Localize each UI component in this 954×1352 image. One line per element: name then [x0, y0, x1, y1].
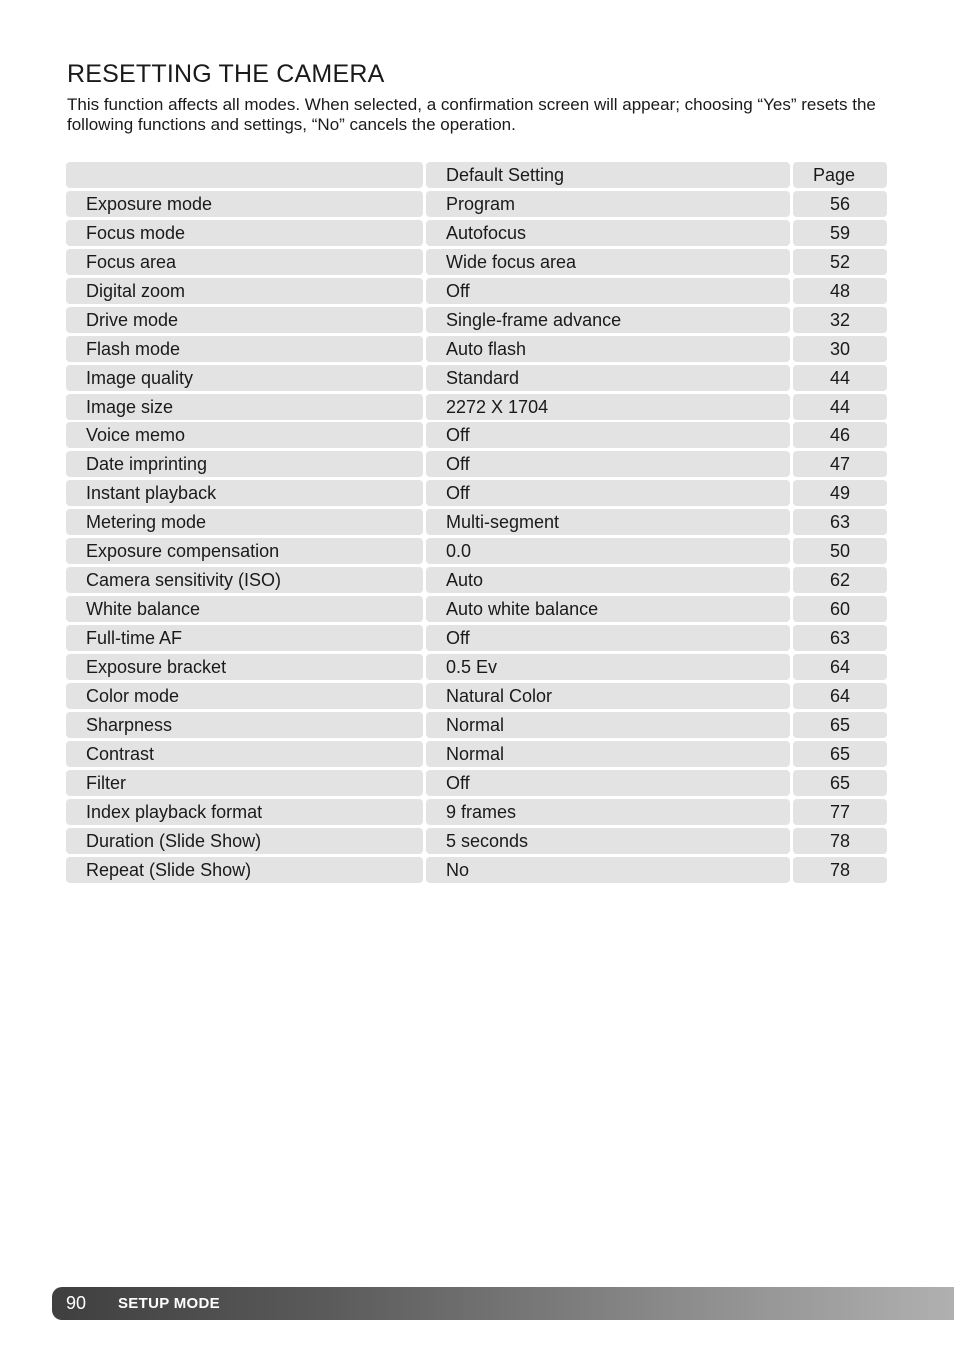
- default-value: 5 seconds: [426, 828, 790, 854]
- table-row: [66, 712, 887, 738]
- table-header-row: [66, 162, 887, 188]
- page-ref: 65: [793, 770, 887, 796]
- page-ref: 49: [793, 480, 887, 506]
- page-ref: 30: [793, 336, 887, 362]
- page-number: 90: [66, 1293, 87, 1313]
- table-row: [66, 191, 887, 217]
- page-ref: 50: [793, 538, 887, 564]
- table-row: [66, 857, 887, 883]
- header-page: Page: [793, 162, 887, 188]
- setting-name: Image quality: [66, 365, 423, 391]
- table-row: [66, 538, 887, 564]
- default-value: Off: [426, 451, 790, 477]
- setting-name: Camera sensitivity (ISO): [66, 567, 423, 593]
- setting-name: Flash mode: [66, 336, 423, 362]
- setting-name: Drive mode: [66, 307, 423, 333]
- setting-name: Sharpness: [66, 712, 423, 738]
- default-value: Auto flash: [426, 336, 790, 362]
- page-ref: 44: [793, 394, 887, 420]
- table-row: [66, 509, 887, 535]
- default-value: Wide focus area: [426, 249, 790, 275]
- page-ref: 64: [793, 654, 887, 680]
- default-value: Normal: [426, 712, 790, 738]
- default-value: Multi-segment: [426, 509, 790, 535]
- default-value: Auto white balance: [426, 596, 790, 622]
- setting-name: Focus area: [66, 249, 423, 275]
- table-row: [66, 625, 887, 651]
- table-row: [66, 741, 887, 767]
- page-ref: 56: [793, 191, 887, 217]
- page-ref: 64: [793, 683, 887, 709]
- default-value: Program: [426, 191, 790, 217]
- setting-name: Focus mode: [66, 220, 423, 246]
- table-row: [66, 307, 887, 333]
- table-row: [66, 828, 887, 854]
- setting-name: Repeat (Slide Show): [66, 857, 423, 883]
- table-row: [66, 770, 887, 796]
- default-value: 9 frames: [426, 799, 790, 825]
- setting-name: Image size: [66, 394, 423, 420]
- default-value: Autofocus: [426, 220, 790, 246]
- setting-name: Contrast: [66, 741, 423, 767]
- header-default-setting: Default Setting: [426, 162, 790, 188]
- setting-name: Instant playback: [66, 480, 423, 506]
- header-function: [66, 162, 423, 188]
- table-row: [66, 480, 887, 506]
- default-value: Off: [426, 278, 790, 304]
- setting-name: Duration (Slide Show): [66, 828, 423, 854]
- default-value: No: [426, 857, 790, 883]
- page-ref: 46: [793, 422, 887, 448]
- setting-name: Digital zoom: [66, 278, 423, 304]
- default-value: Standard: [426, 365, 790, 391]
- page-ref: 65: [793, 741, 887, 767]
- page-ref: 63: [793, 625, 887, 651]
- table-row: [66, 220, 887, 246]
- table-row: [66, 654, 887, 680]
- intro-paragraph: This function affects all modes. When selected, a confirmation screen will appear; choosing “Yes” resets the following functions and settings, “No” cancels the operation.: [67, 95, 876, 134]
- table-row: [66, 799, 887, 825]
- default-value: 0.5 Ev: [426, 654, 790, 680]
- page-ref: 47: [793, 451, 887, 477]
- setting-name: Full-time AF: [66, 625, 423, 651]
- page-ref: 32: [793, 307, 887, 333]
- page-ref: 59: [793, 220, 887, 246]
- page-ref: 63: [793, 509, 887, 535]
- table-row: [66, 394, 887, 420]
- page-ref: 77: [793, 799, 887, 825]
- setting-name: Voice memo: [66, 422, 423, 448]
- footer-bar: [52, 1287, 954, 1320]
- page-ref: 44: [793, 365, 887, 391]
- default-value: Off: [426, 770, 790, 796]
- page-title: RESETTING THE CAMERA: [67, 60, 385, 88]
- table-row: [66, 596, 887, 622]
- table-row: [66, 249, 887, 275]
- setting-name: Index playback format: [66, 799, 423, 825]
- default-value: Off: [426, 480, 790, 506]
- section-name: SETUP MODE: [118, 1295, 220, 1312]
- setting-name: Date imprinting: [66, 451, 423, 477]
- setting-name: Color mode: [66, 683, 423, 709]
- table-row: [66, 336, 887, 362]
- table-row: [66, 278, 887, 304]
- table-row: [66, 365, 887, 391]
- reset-settings-table: [66, 162, 887, 885]
- table-row: [66, 683, 887, 709]
- default-value: Natural Color: [426, 683, 790, 709]
- page-ref: 65: [793, 712, 887, 738]
- default-value: 0.0: [426, 538, 790, 564]
- default-value: Off: [426, 422, 790, 448]
- table-row: [66, 567, 887, 593]
- default-value: Normal: [426, 741, 790, 767]
- setting-name: Exposure compensation: [66, 538, 423, 564]
- setting-name: Metering mode: [66, 509, 423, 535]
- page-ref: 48: [793, 278, 887, 304]
- page-ref: 52: [793, 249, 887, 275]
- table-row: [66, 422, 887, 448]
- default-value: 2272 X 1704: [426, 394, 790, 420]
- setting-name: Exposure bracket: [66, 654, 423, 680]
- page-ref: 78: [793, 857, 887, 883]
- default-value: Single-frame advance: [426, 307, 790, 333]
- setting-name: White balance: [66, 596, 423, 622]
- table-body: [66, 191, 887, 883]
- default-value: Off: [426, 625, 790, 651]
- setting-name: Exposure mode: [66, 191, 423, 217]
- default-value: Auto: [426, 567, 790, 593]
- page-ref: 62: [793, 567, 887, 593]
- table-row: [66, 451, 887, 477]
- page-ref: 60: [793, 596, 887, 622]
- setting-name: Filter: [66, 770, 423, 796]
- page-ref: 78: [793, 828, 887, 854]
